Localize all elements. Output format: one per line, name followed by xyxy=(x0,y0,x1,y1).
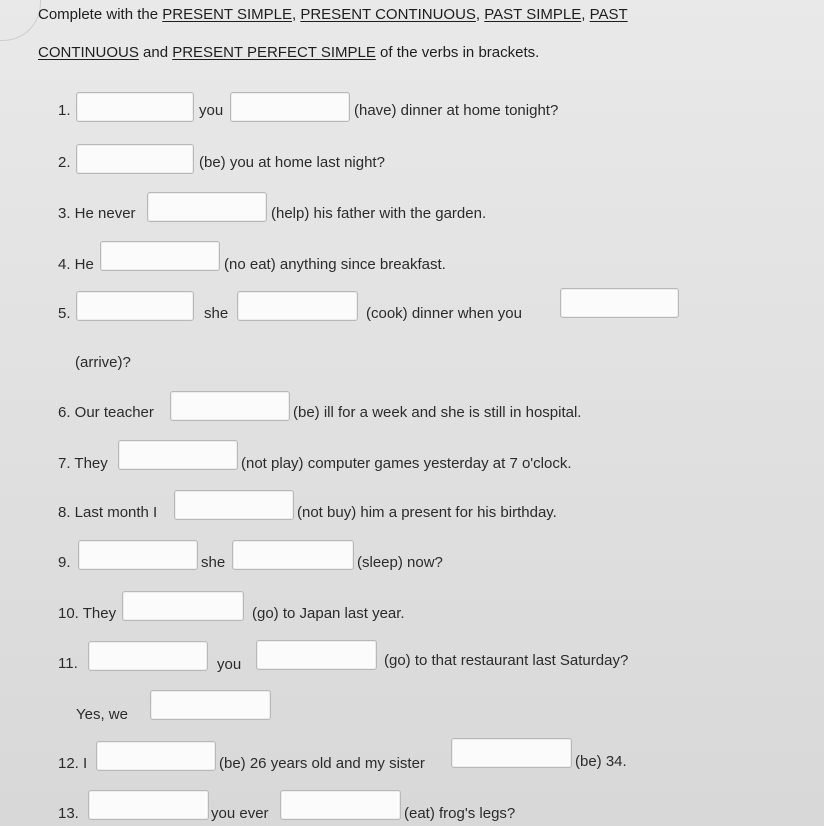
q10-answer-box-1[interactable] xyxy=(122,591,244,621)
instructions-line-1: Complete with the PRESENT SIMPLE, PRESENT CONTINUOUS, PAST SIMPLE, PAST xyxy=(38,6,628,23)
q12-number: 12. I xyxy=(58,755,88,772)
q12-text-2: (be) 34. xyxy=(575,753,627,770)
q8-number: 8. Last month I xyxy=(58,504,158,521)
q8-answer-box-1[interactable] xyxy=(174,490,294,520)
q5-text-1: she xyxy=(204,305,229,322)
q2-answer-box-1[interactable] xyxy=(76,144,194,174)
q6-number: 6. Our teacher xyxy=(58,404,154,421)
q1-answer-box-1[interactable] xyxy=(76,92,194,122)
q5-number: 5. xyxy=(58,305,71,322)
q11-number: 11. xyxy=(58,655,78,672)
q3-number: 3. He never xyxy=(58,205,136,222)
q5-text-3: (arrive)? xyxy=(75,354,131,371)
q5-answer-box-2[interactable] xyxy=(237,291,358,321)
q13-answer-box-2[interactable] xyxy=(280,790,401,820)
q5-text-2: (cook) dinner when you xyxy=(366,305,522,322)
q12-text-1: (be) 26 years old and my sister xyxy=(219,755,425,772)
q1-text-1: you xyxy=(199,102,224,119)
q4-text-1: (no eat) anything since breakfast. xyxy=(224,256,446,273)
q12-answer-box-1[interactable] xyxy=(96,741,216,771)
q2-number: 2. xyxy=(58,154,71,171)
q9-answer-box-1[interactable] xyxy=(78,540,198,570)
q8-text-1: (not buy) him a present for his birthday. xyxy=(297,504,557,521)
q2-text-1: (be) you at home last night? xyxy=(199,154,385,171)
q5-answer-box-3[interactable] xyxy=(560,288,679,318)
q9-text-2: (sleep) now? xyxy=(357,554,443,571)
q13-answer-box-1[interactable] xyxy=(88,790,209,820)
paper-corner-curl xyxy=(0,0,41,41)
q9-answer-box-2[interactable] xyxy=(232,540,354,570)
q13-text-2: (eat) frog's legs? xyxy=(404,805,516,822)
q5-answer-box-1[interactable] xyxy=(76,291,194,321)
q4-number: 4. He xyxy=(58,256,94,273)
q10-text-1: (go) to Japan last year. xyxy=(252,605,405,622)
q1-number: 1. xyxy=(58,102,71,119)
q11-answer-box-3[interactable] xyxy=(150,690,271,720)
q6-answer-box-1[interactable] xyxy=(170,391,290,421)
q1-answer-box-2[interactable] xyxy=(230,92,350,122)
q1-text-2: (have) dinner at home tonight? xyxy=(354,102,559,119)
q9-text-1: she xyxy=(201,554,226,571)
q13-number: 13. xyxy=(58,805,79,822)
q3-text-1: (help) his father with the garden. xyxy=(271,205,487,222)
q11-answer-box-1[interactable] xyxy=(88,641,208,671)
q7-number: 7. They xyxy=(58,455,108,472)
q11-answer-box-2[interactable] xyxy=(256,640,377,670)
q9-number: 9. xyxy=(58,554,71,571)
q11-text-2: (go) to that restaurant last Saturday? xyxy=(384,652,629,669)
q6-text-1: (be) ill for a week and she is still in hospital. xyxy=(293,404,582,421)
q7-answer-box-1[interactable] xyxy=(118,440,238,470)
q7-text-1: (not play) computer games yesterday at 7 o'clock. xyxy=(241,455,572,472)
q12-answer-box-2[interactable] xyxy=(451,738,572,768)
q10-number: 10. They xyxy=(58,605,117,622)
q4-answer-box-1[interactable] xyxy=(100,241,220,271)
q11-text-3: Yes, we xyxy=(76,706,128,723)
q13-text-1: you ever xyxy=(211,805,269,822)
q11-text-1: you xyxy=(217,656,242,673)
q3-answer-box-1[interactable] xyxy=(147,192,267,222)
instructions-line-2: CONTINUOUS and PRESENT PERFECT SIMPLE of the verbs in brackets. xyxy=(38,44,540,61)
